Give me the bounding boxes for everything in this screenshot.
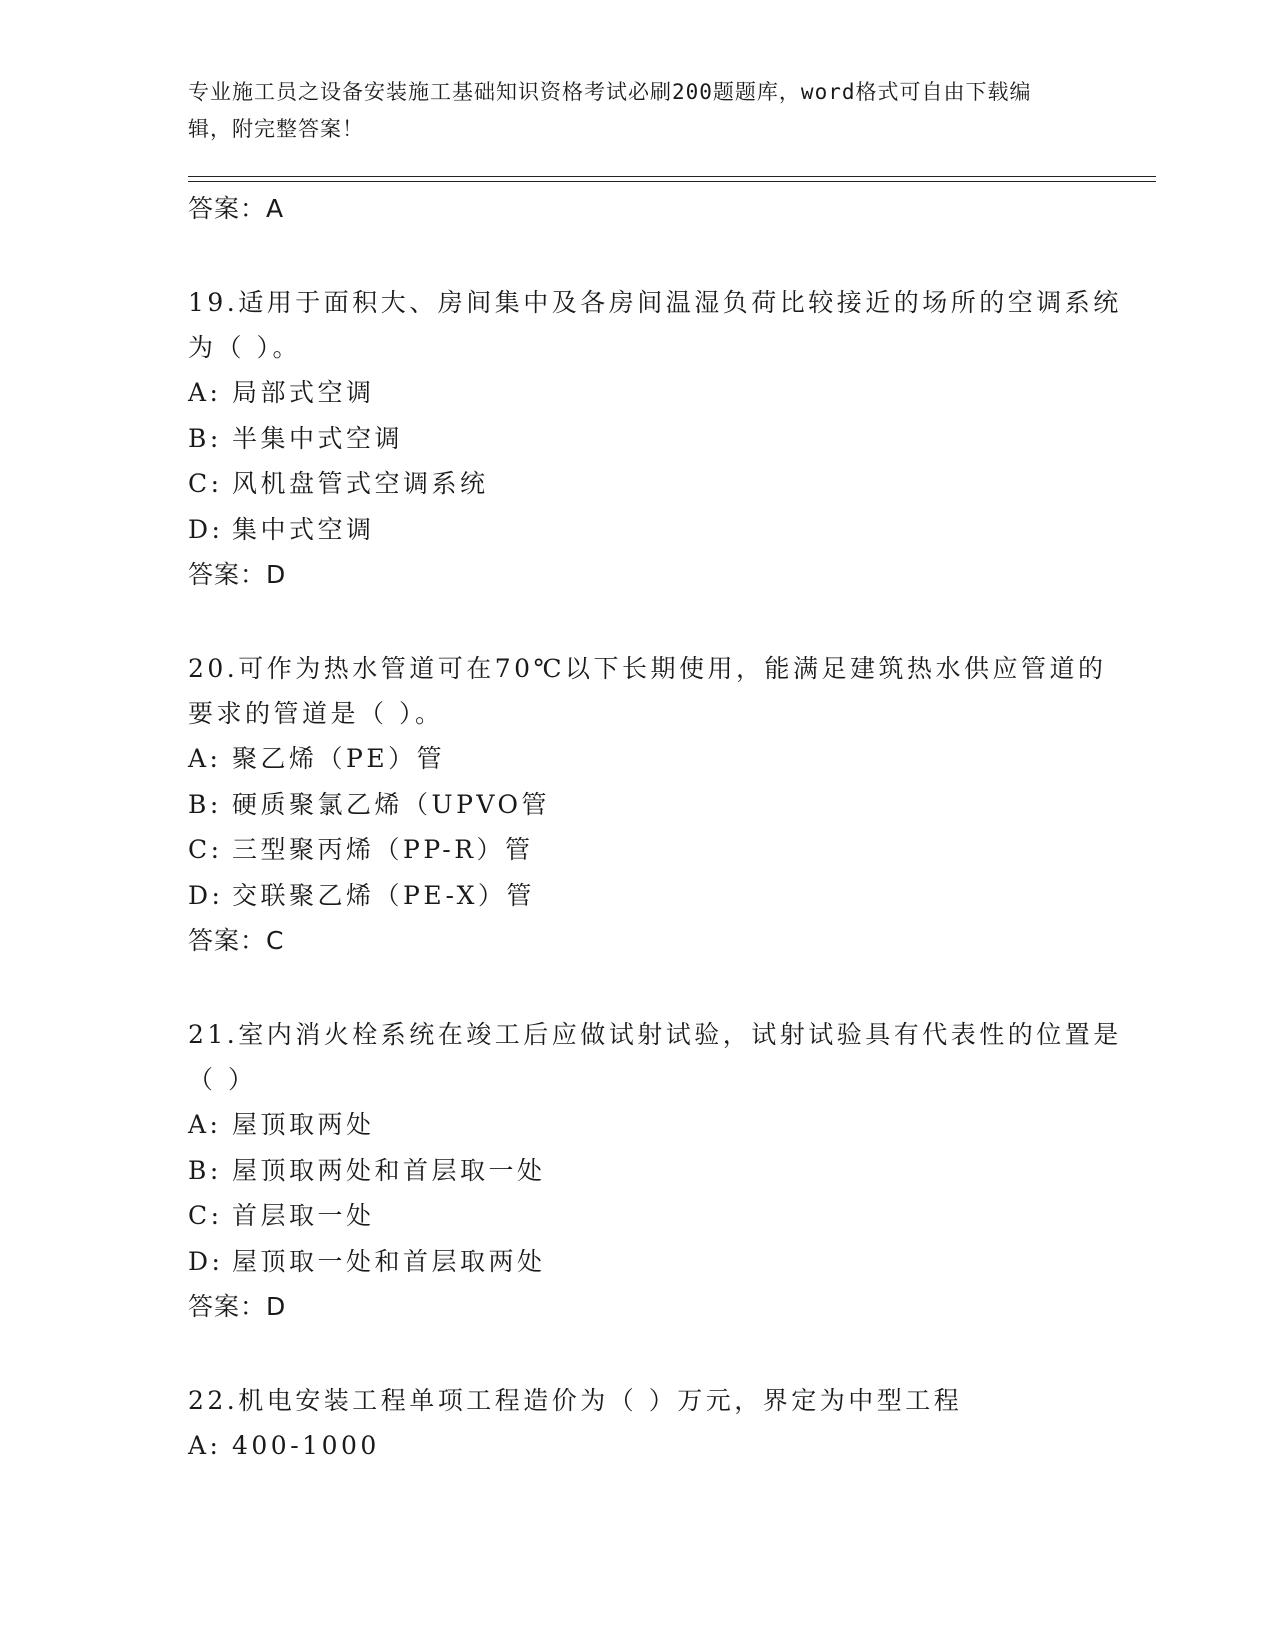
question-text: 20.可作为热水管道可在70℃以下长期使用，能满足建筑热水供应管道的要求的管道是（ ）。 [188, 654, 1107, 728]
option-letter: B: [188, 1155, 222, 1185]
option-text: 三型聚丙烯（PP-R）管 [232, 835, 534, 864]
option-letter: A: [188, 1431, 222, 1460]
question-block [188, 1376, 1128, 1469]
question-text: 19.适用于面积大、房间集中及各房间温湿负荷比较接近的场所的空调系统为（ ）。 [188, 288, 1122, 362]
option-a [188, 1102, 1128, 1148]
answer-label: 答案： [188, 194, 267, 223]
option-letter: A: [188, 378, 222, 407]
option-d [188, 507, 1128, 553]
option-text: 屋顶取一处和首层取两处 [232, 1246, 546, 1276]
answer-line [188, 186, 1128, 232]
question-text: 22.机电安装工程单项工程造价为（ ）万元，界定为中型工程 [188, 1386, 963, 1415]
answer-value: C [266, 926, 285, 955]
answer-line [188, 1284, 1128, 1330]
option-text: 屋顶取两处 [232, 1110, 375, 1139]
option-text: 聚乙烯（PE）管 [232, 744, 446, 773]
option-letter: C: [188, 835, 223, 864]
option-text: 屋顶取两处和首层取一处 [232, 1155, 546, 1185]
option-letter: A: [188, 1110, 222, 1139]
answer-value: D [266, 560, 287, 589]
option-letter: B: [188, 423, 222, 453]
option-letter: B: [188, 789, 222, 819]
answer-value: A [266, 194, 285, 223]
answer-label: 答案： [188, 926, 267, 955]
option-letter: C: [188, 1201, 223, 1230]
question-list [188, 186, 1128, 1469]
option-b [188, 1148, 1128, 1194]
option-text: 400-1000 [232, 1431, 380, 1460]
option-b [188, 416, 1128, 462]
option-letter: D: [188, 880, 224, 910]
answer-label: 答案： [188, 1292, 267, 1321]
option-d [188, 1239, 1128, 1285]
option-text: 局部式空调 [232, 378, 375, 407]
option-text: 风机盘管式空调系统 [232, 469, 489, 498]
question-block [188, 1010, 1128, 1330]
page-header: 专业施工员之设备安装施工基础知识资格考试必刷200题题库，word格式可自由下载编辑，附完整答案！ [188, 80, 1032, 141]
option-c [188, 461, 1128, 507]
option-text: 集中式空调 [232, 514, 375, 544]
header-divider [188, 176, 1156, 182]
option-a [188, 1423, 1128, 1469]
question-block [188, 278, 1128, 598]
option-letter: D: [188, 1246, 224, 1276]
option-c [188, 1193, 1128, 1239]
answer-value: D [266, 1292, 287, 1321]
answer-line [188, 552, 1128, 598]
question-text: 21.室内消火栓系统在竣工后应做试射试验，试射试验具有代表性的位置是（ ） [188, 1020, 1122, 1094]
option-letter: A: [188, 744, 222, 773]
option-letter: D: [188, 514, 224, 544]
option-b [188, 782, 1128, 828]
option-a [188, 736, 1128, 782]
option-text: 硬质聚氯乙烯（UPVO管 [232, 789, 551, 819]
option-text: 半集中式空调 [232, 423, 404, 453]
answer-label: 答案： [188, 560, 267, 589]
answer-line [188, 918, 1128, 964]
option-letter: C: [188, 469, 223, 498]
option-d [188, 873, 1128, 919]
option-text: 交联聚乙烯（PE-X）管 [232, 880, 535, 910]
option-a [188, 370, 1128, 416]
option-c [188, 827, 1128, 873]
question-block [188, 644, 1128, 964]
option-text: 首层取一处 [232, 1201, 375, 1230]
